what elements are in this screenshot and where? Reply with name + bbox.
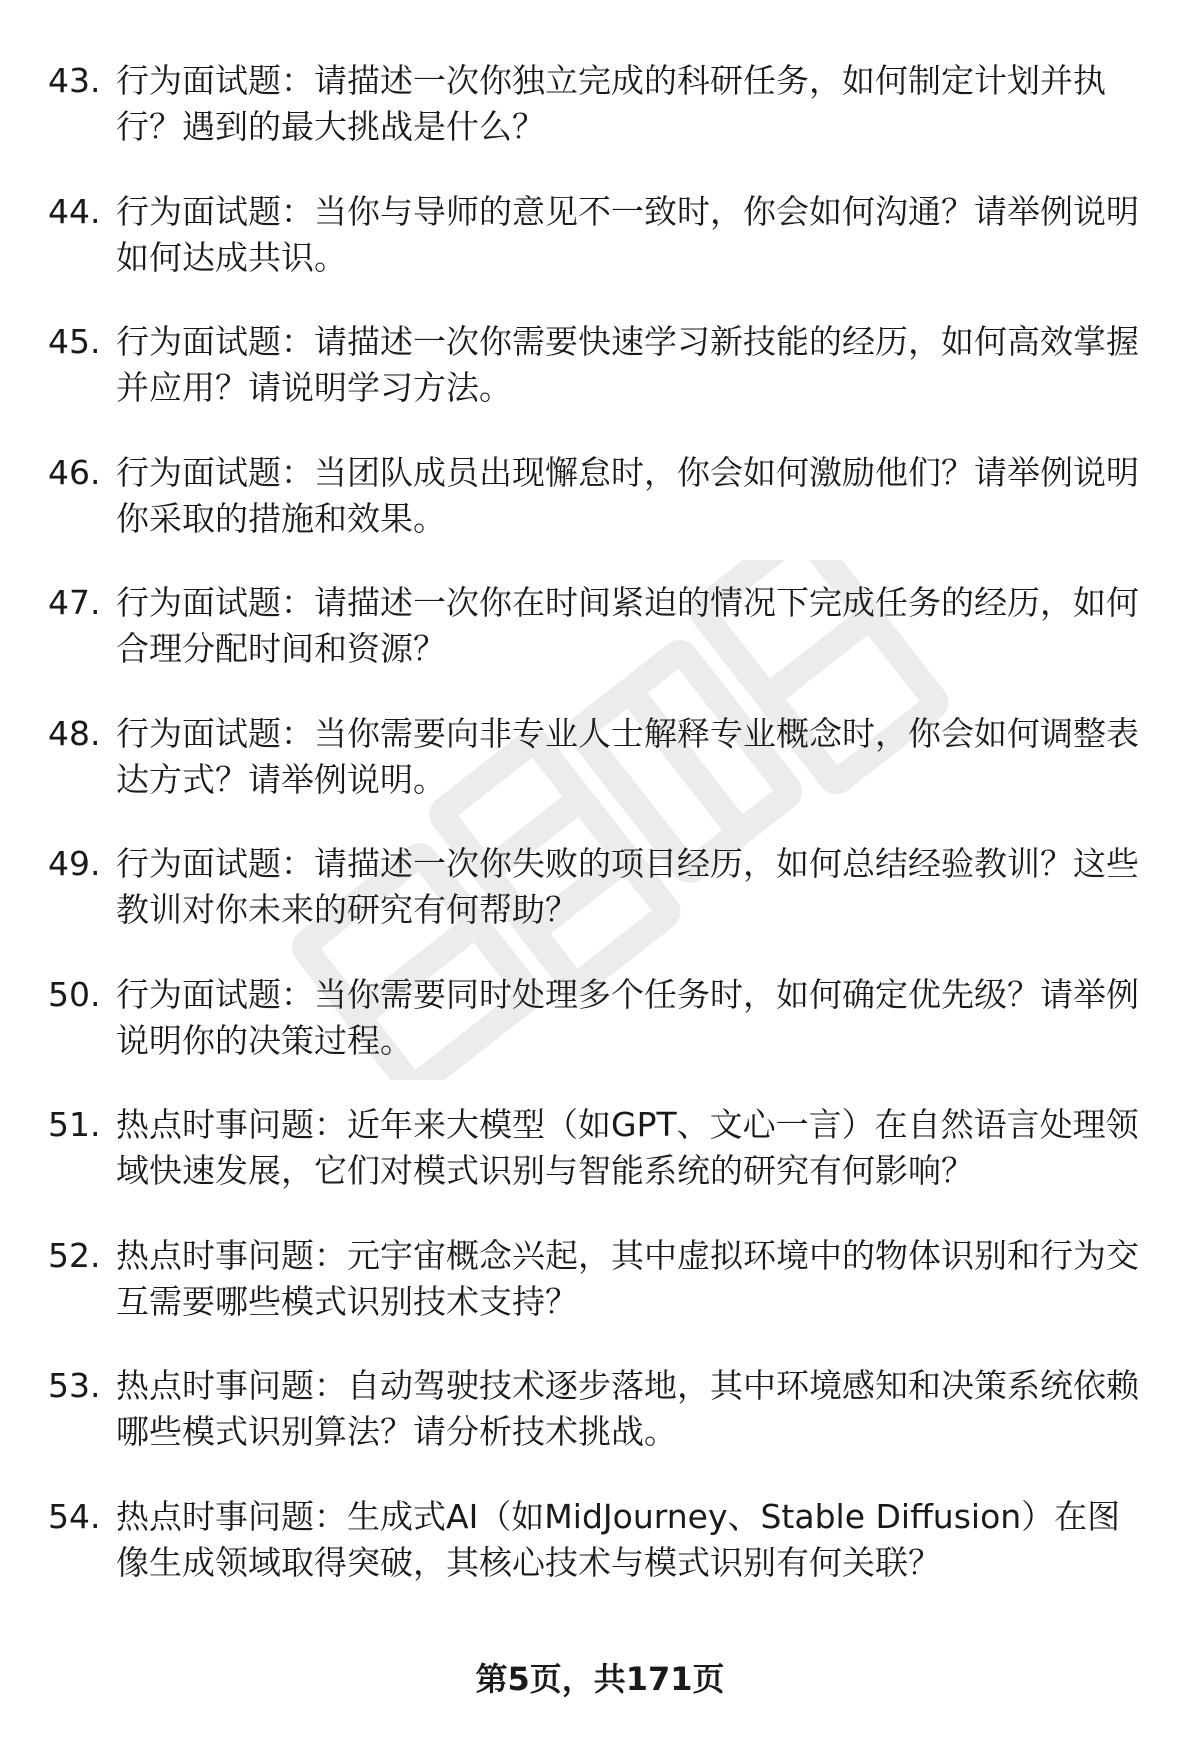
question-text: 热点时事问题：近年来大模型（如GPT、文心一言）在自然语言处理领域快速发展，它们对模式识别与智能系统的研究有何影响？ [116,1105,1139,1190]
question-text: 行为面试题：当团队成员出现懈怠时，你会如何激励他们？请举例说明你采取的措施和效果。 [116,452,1139,538]
question-text: 行为面试题：请描述一次你独立完成的科研任务，如何制定计划并执行？遇到的最大挑战是什么？ [116,61,1106,146]
question-text: 行为面试题：请描述一次你失败的项目经历，如何总结经验教训？这些教训对你未来的研究有何帮助？ [116,844,1139,929]
question-item [48,1233,1148,1325]
question-item [48,1494,1148,1586]
question-number: 45. [48,322,101,361]
question-list [48,58,1148,1624]
question-number: 49. [48,844,101,883]
question-item [48,189,1148,281]
question-item [48,580,1148,672]
question-item [48,319,1148,411]
question-number: 53. [48,1366,101,1405]
question-item [48,1363,1148,1455]
question-number: 51. [48,1105,101,1144]
question-number: 52. [48,1235,101,1275]
question-text: 行为面试题：请描述一次你需要快速学习新技能的经历，如何高效掌握并应用？请说明学习方法。 [116,322,1139,407]
page-indicator: 第5页，共171页 [475,1660,725,1698]
question-item [48,1102,1148,1194]
question-text: 行为面试题：当你与导师的意见不一致时，你会如何沟通？请举例说明如何达成共识。 [116,191,1139,277]
question-text: 热点时事问题：自动驾驶技术逐步落地，其中环境感知和决策系统依赖哪些模式识别算法？请分析技术挑战。 [116,1366,1139,1451]
question-number: 44. [48,191,101,231]
question-number: 46. [48,452,101,492]
question-number: 47. [48,583,101,622]
question-item [48,711,1148,803]
question-number: 43. [48,61,101,100]
question-text: 热点时事问题：生成式AI（如MidJourney、Stable Diffusion）在图像生成领域取得突破，其核心技术与模式识别有何关联？ [116,1496,1121,1582]
question-text: 行为面试题：当你需要同时处理多个任务时，如何确定优先级？请举例说明你的决策过程。 [116,974,1139,1060]
question-number: 50. [48,974,101,1014]
question-number: 54. [48,1496,101,1536]
question-item [48,841,1148,933]
question-text: 行为面试题：请描述一次你在时间紧迫的情况下完成任务的经历，如何合理分配时间和资源？ [116,583,1139,668]
question-item [48,58,1148,150]
question-item [48,450,1148,542]
question-text: 热点时事问题：元宇宙概念兴起，其中虚拟环境中的物体识别和行为交互需要哪些模式识别技术支持？ [116,1235,1139,1321]
question-item [48,972,1148,1064]
question-number: 48. [48,713,101,753]
question-text: 行为面试题：当你需要向非专业人士解释专业概念时，你会如何调整表达方式？请举例说明。 [116,713,1139,799]
